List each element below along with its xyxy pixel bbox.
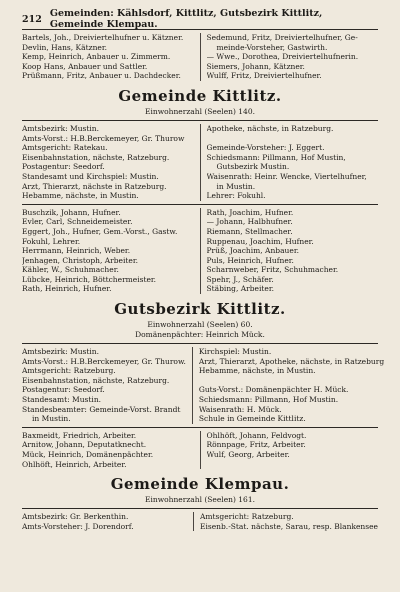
list-item: Scharnweber, Fritz, Schuhmacher.: [206, 265, 339, 275]
section-title-kittlitz: Gemeinde Kittlitz.: [118, 86, 282, 105]
office-entry: Standesamt und Kirchspiel: Mustin.: [22, 171, 159, 181]
list-item: Jenhagen, Christoph, Arbeiter.: [22, 255, 138, 265]
list-item: Buschzik, Johann, Hufner.: [22, 207, 121, 217]
column-left: [22, 33, 201, 81]
list-item: Fokuhl, Lehrer.: [22, 236, 81, 246]
list-item: — Johann, Halbhufner.: [206, 217, 293, 227]
office-entry: Gemeinde-Vorsteher: J. Eggert.: [206, 143, 325, 153]
office-entry: Hebamme, nächste, in Mustin.: [198, 366, 316, 376]
office-entry: Guts-Vorst.: Domänenpächter H. Mück.: [198, 385, 349, 395]
column-right: [194, 512, 378, 531]
section-rule: [22, 343, 378, 344]
kaehlsdorf-residents: [22, 33, 378, 81]
office-entry: Hebamme, nächste, in Mustin.: [22, 191, 139, 201]
list-item: Stäbing, Arbeiter.: [206, 284, 274, 294]
office-entry: Apotheke, nächste, in Ratzeburg.: [206, 123, 334, 133]
office-entry: Standesamt: Mustin.: [22, 395, 102, 405]
list-item: Ruppenau, Joachim, Hufner.: [206, 236, 314, 246]
running-header: [22, 8, 378, 30]
list-item: Eggert, Joh., Hufner, Gem.-Vorst., Gastw.: [22, 226, 178, 236]
kittlitz-offices: [22, 124, 378, 201]
column-right: [193, 347, 384, 424]
office-entry: Amtsgericht: Ratzeburg.: [22, 366, 116, 376]
office-entry: Standesbeamter: Gemeinde-Vorst. Brandt: [22, 404, 181, 414]
list-item: Rönnpage, Fritz, Arbeiter.: [206, 440, 306, 450]
office-entry: Postagentur: Seedorf.: [22, 162, 105, 172]
list-item: Mück, Heinrich, Domänenpächter.: [22, 450, 154, 459]
office-entry: Eisenbahnstation, nächste, Ratzeburg.: [22, 152, 170, 162]
list-item: Arnitow, Johann, Deputatknecht.: [22, 440, 147, 450]
office-entry: Amtsbezirk: Mustin.: [22, 347, 100, 357]
office-entry: in Mustin.: [216, 181, 256, 191]
office-entry: Amts-Vorst.: H.B.Berckemeyer, Gr. Thurow.: [22, 356, 186, 366]
list-item: — Wwe., Dorothea, Dreiviertelhufnerin.: [206, 52, 359, 62]
page-number: 212: [22, 13, 42, 25]
office-entry: Waisenrath: Heinr. Wencke, Viertelhufner,: [206, 171, 367, 181]
list-item: Kemp, Heinrich, Anbauer u. Zimmerm.: [22, 52, 171, 62]
column-right: [201, 124, 379, 201]
column-left: [22, 208, 201, 294]
office-entry: in Mustin.: [32, 414, 71, 424]
klempau-offices: [22, 512, 378, 531]
list-item: Rath, Joachim, Hufner.: [206, 207, 294, 217]
column-left: [22, 512, 194, 531]
column-right: [201, 33, 379, 81]
office-entry: Arzt, Thierarzt, Apotheke, nächste, in Ratzeburg: [198, 356, 385, 366]
running-title: Gemeinden: Kählsdorf, Kittlitz, Gutsbezirk Kittlitz, Gemeinde Klempau.: [49, 8, 323, 30]
list-item: Herrmann, Heinrich, Weber.: [22, 246, 131, 256]
office-entry: Amtsgericht: Ratekau.: [22, 143, 108, 153]
office-entry: Lehrer: Fokuhl.: [206, 191, 266, 201]
section-rule: [22, 204, 378, 205]
column-left: [22, 124, 201, 201]
list-item: Devlin, Hans, Kätzner.: [22, 42, 107, 52]
office-entry: Schule in Gemeinde Kittlitz.: [198, 414, 306, 424]
list-item: Spehr, J., Schäfer.: [206, 274, 274, 284]
office-entry: Amtsbezirk: Gr. Berkenthin.: [22, 512, 129, 522]
list-item: Wulf, Georg, Arbeiter.: [206, 450, 290, 459]
gutsbezirk-offices: [22, 347, 385, 424]
domain-tenant: Domänenpächter: Heinrich Mück.: [135, 330, 265, 340]
kittlitz-residents: [22, 208, 378, 294]
office-entry: [207, 134, 379, 144]
list-item: Evler, Carl, Schneidemeister.: [22, 217, 133, 227]
office-entry: Amts-Vorsteher: J. Dorendorf.: [22, 521, 134, 531]
list-item: Ohlhöft, Heinrich, Arbeiter.: [22, 459, 127, 469]
list-item: Kähler, W., Schuhmacher.: [22, 265, 119, 275]
office-entry: Kirchspiel: Mustin.: [198, 347, 272, 357]
section-title-gutsbezirk: Gutsbezirk Kittlitz.: [114, 300, 286, 319]
section-rule: [22, 508, 378, 509]
office-entry: Schiedsmann: Pillmann, Hof Mustin,: [206, 152, 346, 162]
list-item: Baxmeidt, Friedrich, Arbeiter.: [22, 430, 137, 440]
population-klempau: Einwohnerzahl (Seelen) 161.: [145, 495, 255, 505]
list-item: Riemann, Stellmacher.: [206, 226, 293, 236]
list-item: meinde-Vorsteher, Gastwirth.: [216, 42, 328, 52]
list-item: Lübcke, Heinrich, Böttchermeister.: [22, 274, 157, 284]
list-item: Sedemund, Fritz, Dreiviertelhufner, Ge-: [206, 33, 358, 42]
office-entry: Schiedsmann: Pillmann, Hof Mustin.: [198, 395, 339, 405]
office-entry: Arzt, Thierarzt, nächste in Ratzeburg.: [22, 181, 167, 191]
column-right: [201, 431, 379, 469]
list-item: Puls, Heinrich, Hufner.: [206, 255, 294, 265]
section-rule: [22, 427, 378, 428]
list-item: Wulff, Fritz, Dreiviertelhufner.: [206, 71, 322, 81]
section-rule: [22, 120, 378, 121]
office-entry: Eisenb.-Stat. nächste, Sarau, resp. Blankensee: [200, 521, 378, 531]
list-item: Siemers, Johann, Kätzner.: [206, 61, 305, 71]
office-entry: Amtsbezirk: Mustin.: [22, 123, 100, 133]
list-item: Prüß, Joachim, Anbauer.: [206, 246, 299, 256]
list-item: Bartels, Joh., Dreiviertelhufner u. Kätzner.: [22, 33, 184, 42]
column-left: [22, 347, 193, 424]
population-kittlitz: Einwohnerzahl (Seelen) 140.: [145, 106, 255, 116]
office-entry: Eisenbahnstation, nächste, Ratzeburg.: [22, 375, 170, 385]
office-entry: Amts-Vorst.: H.B.Berckemeyer, Gr. Thurow: [22, 133, 185, 143]
list-item: Prüßmann, Fritz, Anbauer u. Dachdecker.: [22, 71, 181, 81]
population-gutsbezirk: Einwohnerzahl (Seelen) 60.: [147, 320, 253, 330]
list-item: Rath, Heinrich, Hufner.: [22, 284, 112, 294]
office-entry: Amtsgericht: Ratzeburg.: [200, 512, 294, 522]
list-item: Koop Hans, Anbauer und Sattler.: [22, 61, 148, 71]
office-entry: Waisenrath: H. Mück.: [198, 404, 282, 414]
office-entry: Postagentur: Seedorf.: [22, 385, 105, 395]
office-entry: Gutsbezirk Mustin.: [216, 162, 290, 172]
column-right: [201, 208, 379, 294]
gutsbezirk-residents: [22, 431, 378, 469]
section-title-klempau: Gemeinde Klempau.: [110, 475, 290, 494]
office-entry: [199, 376, 384, 386]
list-item: Ohlhöft, Johann, Feldvogt.: [206, 430, 307, 440]
column-left: [22, 431, 201, 469]
